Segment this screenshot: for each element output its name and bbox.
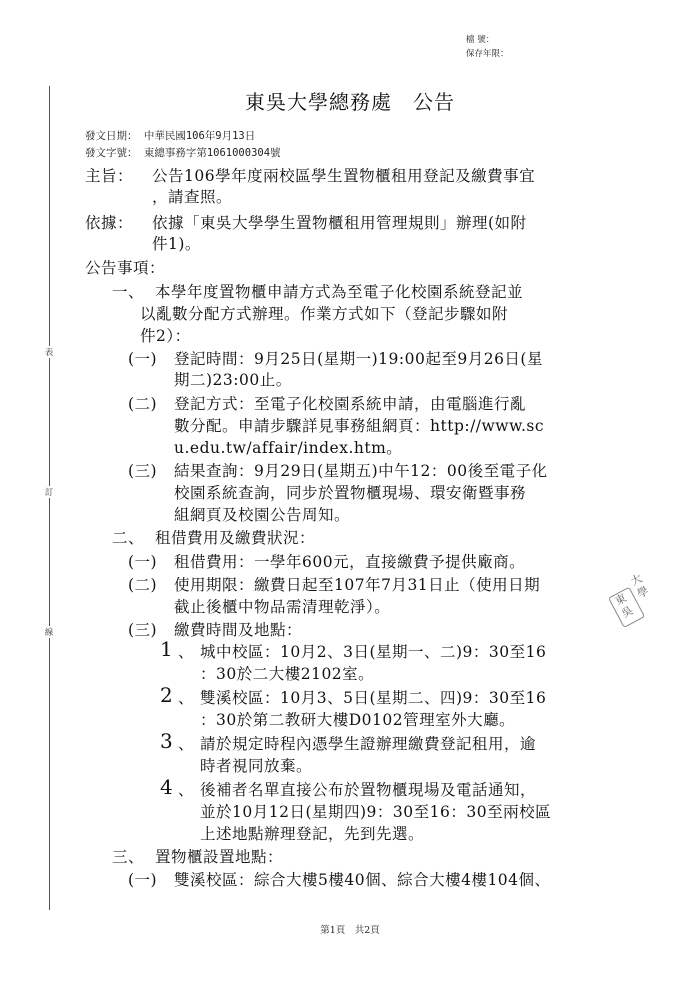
- subsection-number: (三): [128, 621, 158, 639]
- point-number: 1: [160, 637, 174, 661]
- point-mark: 、: [178, 643, 195, 661]
- seal-stamp: [604, 566, 672, 631]
- subsection-line: 截止後櫃中物品需清理乾淨）。: [174, 598, 391, 616]
- point-line: 城中校區：10月2、3日(星期一、二)9：30至16: [200, 643, 547, 661]
- announcement-items-heading: 公告事項：: [85, 259, 166, 277]
- subsection-line: 校園系統查詢，同步於置物櫃現場、環安衛暨事務: [174, 484, 527, 502]
- point-number: 3: [160, 729, 174, 753]
- basis-line: 依據「東吳大學學生置物櫃租用管理規則」辦理(如附: [152, 214, 527, 232]
- section-number: 二、: [112, 529, 145, 547]
- subsection-number: (二): [128, 576, 158, 594]
- point-line: 雙溪校區：10月3、5日(星期二、四)9：30至16: [200, 689, 547, 707]
- document-title: 東吳大學總務處 公告: [245, 90, 455, 114]
- binding-mark-top: 表: [41, 346, 57, 358]
- subsection-line: 租借費用：一學年600元，直接繳費予提供廠商。: [174, 553, 526, 571]
- binding-line: [49, 86, 50, 910]
- point-mark: 、: [178, 781, 195, 799]
- subsection-line: u.edu.tw/affair/index.htm。: [174, 439, 403, 457]
- section-line: 以亂數分配方式辦理。作業方式如下（登記步驟如附: [140, 305, 509, 323]
- reference-number: 發文字號： 東總事務字第1061000304號: [85, 147, 281, 159]
- subsection-number: (一): [128, 553, 158, 571]
- subsection-number: (一): [128, 871, 158, 889]
- section-line: 件2）：: [140, 327, 191, 345]
- point-number: 4: [160, 775, 174, 799]
- point-line: ：30於第二教研大樓D0102管理室外大廳。: [200, 711, 516, 729]
- subsection-line: 組網頁及校園公告周知。: [174, 506, 351, 524]
- basis-line: 件1)。: [152, 235, 201, 253]
- section-line: 本學年度置物櫃申請方式為至電子化校園系統登記並: [155, 283, 524, 301]
- point-line: 並於10月12日(星期四)9：30至16：30至兩校區: [200, 803, 552, 821]
- point-mark: 、: [178, 735, 195, 753]
- section-line: 租借費用及繳費狀況：: [155, 529, 316, 547]
- section-number: 一、: [112, 283, 145, 301]
- subsection-line: 使用期限：繳費日起至107年7月31日止（使用日期: [174, 576, 541, 594]
- subsection-line: 登記時間：9月25日(星期一)19:00起至9月26日(星: [174, 350, 543, 368]
- stamp-char: 大: [628, 571, 645, 589]
- subsection-line: 繳費時間及地點：: [174, 621, 303, 639]
- subsection-line: 期二)23:00止。: [174, 371, 292, 389]
- subsection-number: (三): [128, 462, 158, 480]
- point-line: 時者視同放棄。: [200, 757, 313, 775]
- point-line: 後補者名單直接公布於置物櫃現場及電話通知，: [200, 781, 537, 799]
- point-mark: 、: [178, 689, 195, 707]
- subsection-line: 結果查詢：9月29日(星期五)中午12：00後至電子化: [174, 462, 548, 480]
- subsection-line: 登記方式：至電子化校園系統申請，由電腦進行亂: [174, 395, 527, 413]
- stamp-char: 東: [612, 591, 629, 608]
- subsection-number: (二): [128, 395, 158, 413]
- page-number: 第1頁 共2頁: [320, 925, 380, 936]
- subsection-number: (一): [128, 350, 158, 368]
- retention-period-label: 保存年限：: [466, 49, 509, 59]
- subsection-line: 雙溪校區：綜合大樓5樓40個、綜合大樓4樓104個、: [174, 871, 551, 889]
- file-number-label: 檔 號：: [466, 35, 495, 45]
- point-number: 2: [160, 683, 174, 707]
- point-line: ：30於二大樓2102室。: [200, 665, 375, 683]
- basis-label: 依據：: [85, 214, 134, 232]
- point-line: 上述地點辦理登記，先到先選。: [200, 825, 425, 843]
- binding-mark-bottom: 線: [41, 626, 57, 638]
- subject-line: ，請查照。: [152, 188, 233, 206]
- stamp-char: 吳: [619, 603, 636, 621]
- subsection-line: 數分配。申請步驟詳見事務組網頁：http://www.sc: [174, 417, 545, 435]
- stamp-char: 學: [635, 584, 651, 601]
- section-line: 置物櫃設置地點：: [155, 848, 284, 866]
- section-number: 三、: [112, 848, 145, 866]
- point-line: 請於規定時程內憑學生證辦理繳費登記租用，逾: [200, 735, 537, 753]
- subject-line: 公告106學年度兩校區學生置物櫃租用登記及繳費事宜: [152, 167, 536, 185]
- subject-label: 主旨：: [85, 167, 134, 185]
- issue-date: 發文日期： 中華民國106年9月13日: [85, 130, 256, 142]
- binding-mark-middle: 訂: [41, 486, 57, 498]
